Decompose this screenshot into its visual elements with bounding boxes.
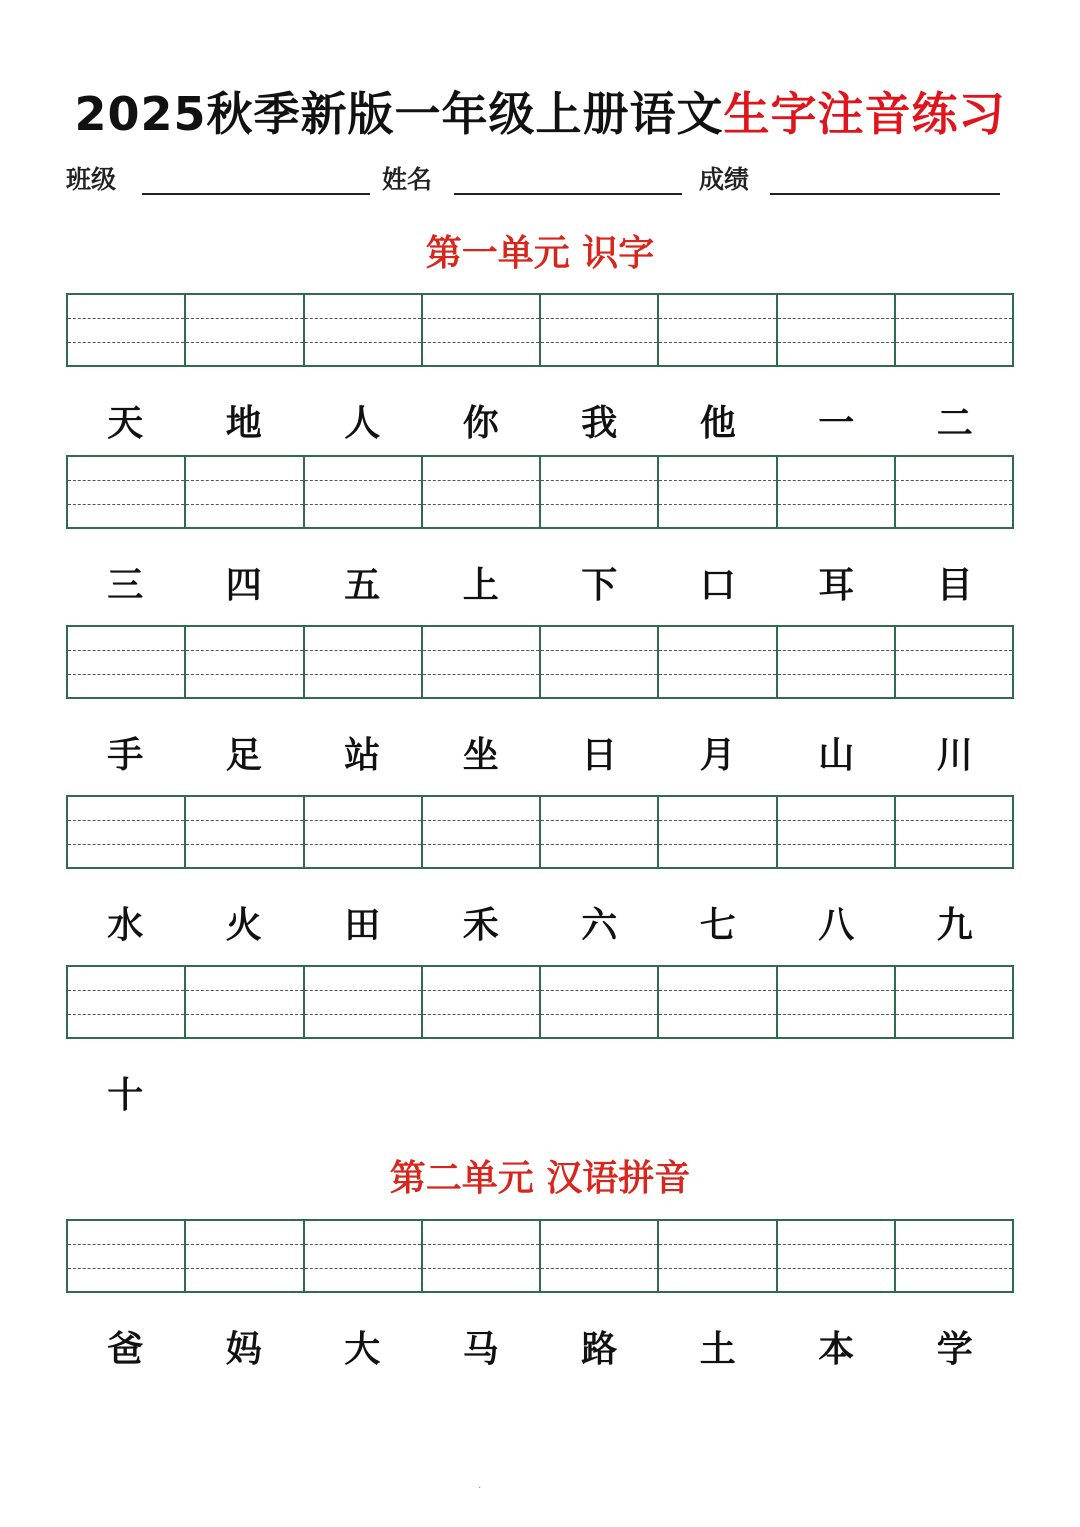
hanzi-character: 月 <box>699 734 736 776</box>
guide-line <box>305 990 421 991</box>
guide-line <box>305 674 421 675</box>
guide-line <box>186 844 302 845</box>
guide-line <box>659 650 775 651</box>
pinyin-cell[interactable] <box>184 295 302 365</box>
hanzi-character: 人 <box>344 402 381 444</box>
unit2-heading: 第二单元 汉语拼音 <box>389 1157 691 1199</box>
guide-line <box>68 650 184 651</box>
guide-line <box>541 504 657 505</box>
guide-line <box>778 844 894 845</box>
hanzi-character: 七 <box>699 904 736 946</box>
guide-line <box>423 674 539 675</box>
guide-line <box>659 342 775 343</box>
pinyin-cell[interactable] <box>776 627 894 697</box>
hanzi-character: 路 <box>581 1328 618 1370</box>
pinyin-cell[interactable] <box>894 627 1012 697</box>
guide-line <box>896 1268 1012 1269</box>
pinyin-cell[interactable] <box>184 1221 302 1291</box>
guide-line <box>423 318 539 319</box>
guide-line <box>305 650 421 651</box>
hanzi-character: 大 <box>344 1328 381 1370</box>
pinyin-cell[interactable] <box>421 457 539 527</box>
title-highlight: 生字注音练习 <box>723 87 1006 141</box>
guide-line <box>305 844 421 845</box>
hanzi-character: 田 <box>344 904 381 946</box>
pinyin-cell[interactable] <box>184 797 302 867</box>
guide-line <box>778 342 894 343</box>
guide-line <box>541 844 657 845</box>
hanzi-character: 目 <box>936 564 973 606</box>
character-row <box>66 727 1014 777</box>
guide-line <box>896 1014 1012 1015</box>
pinyin-cell[interactable] <box>657 457 775 527</box>
guide-line <box>68 1014 184 1015</box>
hanzi-character: 四 <box>225 564 262 606</box>
pinyin-cell[interactable] <box>421 627 539 697</box>
guide-line <box>659 990 775 991</box>
guide-line <box>186 504 302 505</box>
pinyin-writing-grid <box>66 293 1014 367</box>
guide-line <box>186 1014 302 1015</box>
guide-line <box>305 318 421 319</box>
pinyin-cell[interactable] <box>68 457 184 527</box>
pinyin-cell[interactable] <box>657 1221 775 1291</box>
pinyin-cell[interactable] <box>68 1221 184 1291</box>
hanzi-character: 爸 <box>107 1328 144 1370</box>
score-field[interactable] <box>770 193 1000 195</box>
pinyin-cell[interactable] <box>894 295 1012 365</box>
guide-line <box>68 820 184 821</box>
pinyin-cell[interactable] <box>894 967 1012 1037</box>
hanzi-character: 你 <box>462 402 499 444</box>
pinyin-cell[interactable] <box>184 967 302 1037</box>
guide-line <box>541 318 657 319</box>
guide-line <box>896 650 1012 651</box>
guide-line <box>541 1244 657 1245</box>
guide-line <box>68 480 184 481</box>
pinyin-cell[interactable] <box>184 457 302 527</box>
pinyin-cell[interactable] <box>894 797 1012 867</box>
pinyin-writing-grid <box>66 1219 1014 1293</box>
hanzi-character: 土 <box>699 1328 736 1370</box>
guide-line <box>659 1244 775 1245</box>
pinyin-cell[interactable] <box>894 1221 1012 1291</box>
name-label: 姓名 <box>382 165 433 194</box>
pinyin-cell[interactable] <box>184 627 302 697</box>
guide-line <box>68 342 184 343</box>
class-field[interactable] <box>142 193 370 195</box>
guide-line <box>896 844 1012 845</box>
guide-line <box>305 820 421 821</box>
guide-line <box>186 1268 302 1269</box>
hanzi-character: 学 <box>936 1328 973 1370</box>
guide-line <box>68 504 184 505</box>
guide-line <box>778 1014 894 1015</box>
guide-line <box>896 674 1012 675</box>
guide-line <box>423 1014 539 1015</box>
character-row <box>66 395 1014 445</box>
pinyin-writing-grid <box>66 625 1014 699</box>
pinyin-cell[interactable] <box>421 797 539 867</box>
character-row <box>66 897 1014 947</box>
guide-line <box>659 504 775 505</box>
guide-line <box>659 844 775 845</box>
pinyin-cell[interactable] <box>539 295 657 365</box>
guide-line <box>778 318 894 319</box>
hanzi-character: 二 <box>936 402 973 444</box>
pinyin-cell[interactable] <box>894 457 1012 527</box>
guide-line <box>541 650 657 651</box>
hanzi-character: 川 <box>936 734 973 776</box>
pinyin-cell[interactable] <box>303 967 421 1037</box>
hanzi-character: 口 <box>699 564 736 606</box>
pinyin-cell[interactable] <box>657 967 775 1037</box>
guide-line <box>778 1268 894 1269</box>
guide-line <box>423 1268 539 1269</box>
guide-line <box>896 342 1012 343</box>
guide-line <box>305 1244 421 1245</box>
guide-line <box>778 480 894 481</box>
guide-line <box>541 342 657 343</box>
pinyin-cell[interactable] <box>776 295 894 365</box>
pinyin-cell[interactable] <box>303 1221 421 1291</box>
guide-line <box>305 342 421 343</box>
pinyin-cell[interactable] <box>303 457 421 527</box>
hanzi-character: 禾 <box>462 904 499 946</box>
hanzi-character: 水 <box>107 904 144 946</box>
guide-line <box>423 650 539 651</box>
guide-line <box>423 990 539 991</box>
hanzi-character: 他 <box>699 402 736 444</box>
guide-line <box>68 674 184 675</box>
guide-line <box>423 480 539 481</box>
guide-line <box>423 844 539 845</box>
guide-line <box>423 504 539 505</box>
guide-line <box>659 480 775 481</box>
hanzi-character: 五 <box>344 564 381 606</box>
page-title <box>0 78 1080 144</box>
hanzi-character: 耳 <box>818 564 855 606</box>
pinyin-cell[interactable] <box>421 295 539 365</box>
pinyin-cell[interactable] <box>68 797 184 867</box>
pinyin-cell[interactable] <box>539 1221 657 1291</box>
pinyin-cell[interactable] <box>303 797 421 867</box>
guide-line <box>896 1244 1012 1245</box>
character-row <box>66 1321 1014 1371</box>
pinyin-cell[interactable] <box>539 797 657 867</box>
guide-line <box>68 1268 184 1269</box>
pinyin-writing-grid <box>66 965 1014 1039</box>
guide-line <box>68 990 184 991</box>
guide-line <box>541 1268 657 1269</box>
hanzi-character: 马 <box>462 1328 499 1370</box>
guide-line <box>896 480 1012 481</box>
guide-line <box>541 1014 657 1015</box>
hanzi-character: 火 <box>225 904 262 946</box>
guide-line <box>186 342 302 343</box>
pinyin-cell[interactable] <box>657 627 775 697</box>
hanzi-character: 三 <box>107 564 144 606</box>
guide-line <box>659 1014 775 1015</box>
guide-line <box>541 674 657 675</box>
pinyin-cell[interactable] <box>776 1221 894 1291</box>
pinyin-cell[interactable] <box>68 295 184 365</box>
hanzi-character: 站 <box>344 734 381 776</box>
hanzi-character: 一 <box>818 402 855 444</box>
guide-line <box>305 480 421 481</box>
guide-line <box>186 1244 302 1245</box>
guide-line <box>423 342 539 343</box>
score-label: 成绩 <box>699 165 750 194</box>
hanzi-character: 上 <box>462 564 499 606</box>
pinyin-cell[interactable] <box>657 295 775 365</box>
hanzi-character: 妈 <box>225 1328 262 1370</box>
guide-line <box>541 990 657 991</box>
guide-line <box>186 820 302 821</box>
pinyin-writing-grid <box>66 795 1014 869</box>
name-field[interactable] <box>454 193 682 195</box>
pinyin-cell[interactable] <box>539 627 657 697</box>
guide-line <box>305 1014 421 1015</box>
pinyin-writing-grid <box>66 455 1014 529</box>
guide-line <box>305 1268 421 1269</box>
hanzi-character: 下 <box>581 564 618 606</box>
guide-line <box>423 820 539 821</box>
guide-line <box>68 318 184 319</box>
guide-line <box>778 990 894 991</box>
hanzi-character: 九 <box>936 904 973 946</box>
hanzi-character: 八 <box>818 904 855 946</box>
pinyin-cell[interactable] <box>657 797 775 867</box>
guide-line <box>68 1244 184 1245</box>
hanzi-character: 我 <box>581 402 618 444</box>
guide-line <box>186 674 302 675</box>
guide-line <box>186 650 302 651</box>
hanzi-character: 本 <box>818 1328 855 1370</box>
hanzi-character: 足 <box>225 734 262 776</box>
guide-line <box>659 820 775 821</box>
character-row <box>66 1067 1014 1117</box>
unit1-heading: 第一单元 识字 <box>425 232 655 274</box>
guide-line <box>659 318 775 319</box>
pinyin-cell[interactable] <box>776 967 894 1037</box>
guide-line <box>186 318 302 319</box>
guide-line <box>778 504 894 505</box>
guide-line <box>896 820 1012 821</box>
guide-line <box>778 1244 894 1245</box>
pinyin-cell[interactable] <box>539 967 657 1037</box>
guide-line <box>778 820 894 821</box>
guide-line <box>659 1268 775 1269</box>
student-info-row <box>66 160 1006 200</box>
guide-line <box>186 480 302 481</box>
guide-line <box>186 990 302 991</box>
guide-line <box>896 318 1012 319</box>
guide-line <box>68 844 184 845</box>
hanzi-character: 六 <box>581 904 618 946</box>
hanzi-character: 坐 <box>462 734 499 776</box>
hanzi-character: 日 <box>581 734 618 776</box>
pinyin-cell[interactable] <box>776 457 894 527</box>
guide-line <box>896 504 1012 505</box>
footer-mark: · <box>478 1483 482 1494</box>
guide-line <box>659 674 775 675</box>
character-row <box>66 557 1014 607</box>
class-label: 班级 <box>66 165 117 194</box>
guide-line <box>423 1244 539 1245</box>
guide-line <box>896 990 1012 991</box>
hanzi-character: 地 <box>225 402 262 444</box>
title-main: 2025秋季新版一年级上册语文 <box>74 87 724 141</box>
hanzi-character: 手 <box>107 734 144 776</box>
hanzi-character: 天 <box>107 402 144 444</box>
pinyin-cell[interactable] <box>303 295 421 365</box>
hanzi-character: 山 <box>818 734 855 776</box>
pinyin-cell[interactable] <box>421 1221 539 1291</box>
guide-line <box>541 820 657 821</box>
guide-line <box>778 674 894 675</box>
guide-line <box>541 480 657 481</box>
pinyin-cell[interactable] <box>68 627 184 697</box>
pinyin-cell[interactable] <box>776 797 894 867</box>
pinyin-cell[interactable] <box>539 457 657 527</box>
pinyin-cell[interactable] <box>68 967 184 1037</box>
pinyin-cell[interactable] <box>303 627 421 697</box>
pinyin-cell[interactable] <box>421 967 539 1037</box>
guide-line <box>778 650 894 651</box>
hanzi-character: 十 <box>107 1074 144 1116</box>
guide-line <box>305 504 421 505</box>
